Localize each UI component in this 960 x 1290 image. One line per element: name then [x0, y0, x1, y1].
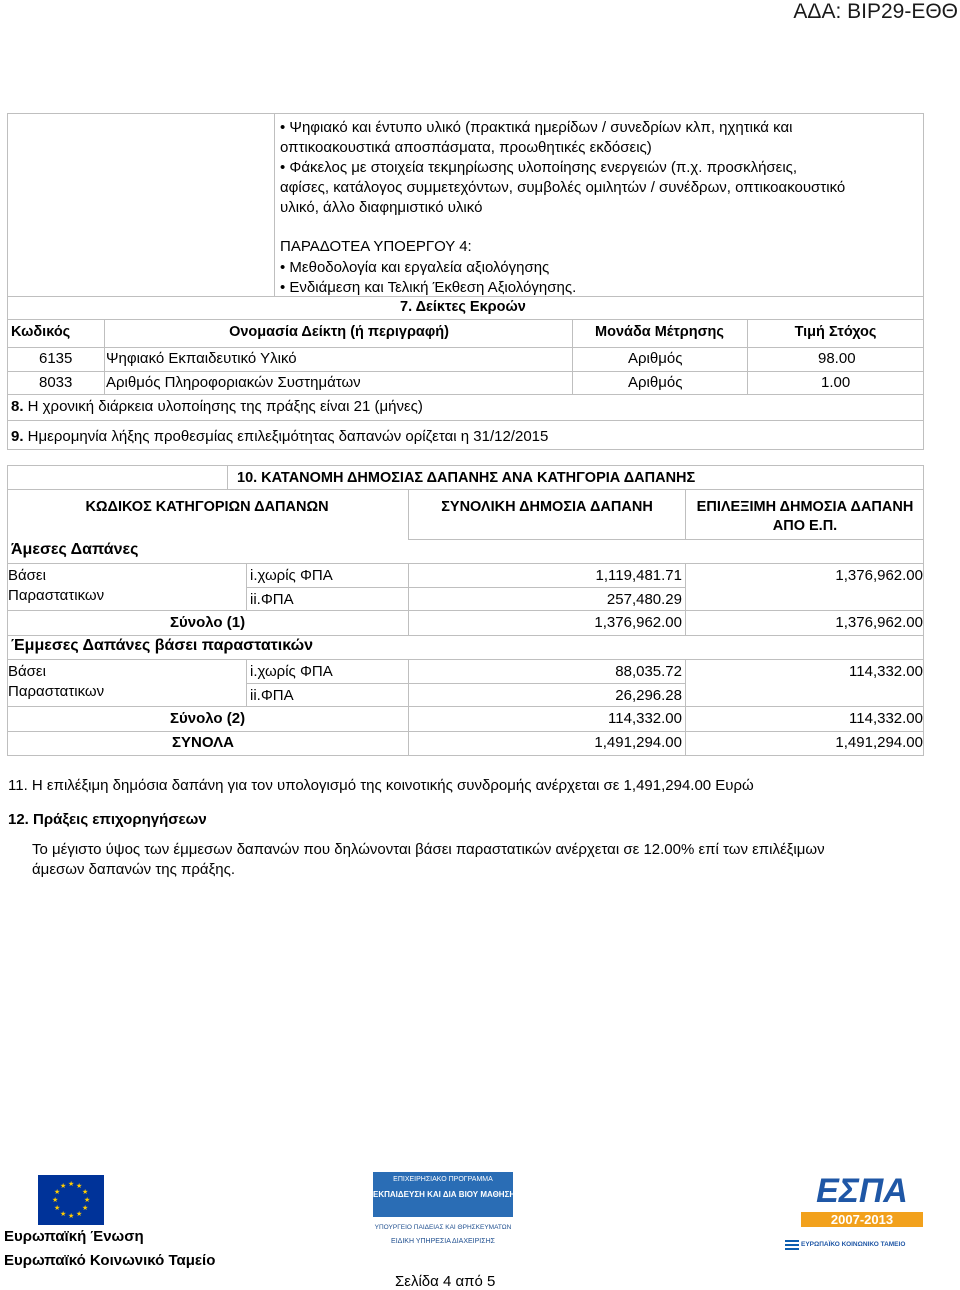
indirect-ex-vat-total: 88,035.72	[615, 663, 682, 680]
deliverable-subproject-title: ΠΑΡΑΔΟΤΕΑ ΥΠΟΕΡΓΟΥ 4:	[280, 238, 472, 255]
indicator-target: 1.00	[821, 374, 851, 391]
ministry-logo	[373, 1172, 516, 1254]
ministry-logo-line: ΕΙΔΙΚΗ ΥΠΗΡΕΣΙΑ ΔΙΑΧΕΙΡΙΣΗΣ	[391, 1238, 495, 1245]
budget-header-code: ΚΩΔΙΚΟΣ ΚΑΤΗΓΟΡΙΩΝ ΔΑΠΑΝΩΝ	[85, 499, 329, 515]
direct-ex-vat-total: 1,119,481.71	[595, 567, 682, 584]
basis-label: Βάσει	[8, 663, 46, 680]
deliverable-line: αφίσες, κατάλογος συμμετεχόντων, συμβολές ομιλητών / συνέδρων, οπτικοακουστικό	[280, 179, 846, 196]
indicators-title: 7. Δείκτες Εκροών	[400, 299, 526, 315]
grand-total: 1,491,294.00	[594, 734, 682, 751]
indicator-target: 98.00	[818, 350, 856, 367]
footer-eu-fund: Ευρωπαϊκό Κοινωνικό Ταμείο	[4, 1252, 216, 1269]
ministry-logo-line: ΥΠΟΥΡΓΕΙΟ ΠΑΙΔΕΙΑΣ ΚΑΙ ΘΡΗΣΚΕΥΜΑΤΩΝ	[374, 1224, 512, 1231]
indirect-vat-label: ii.ΦΠΑ	[250, 687, 294, 704]
deliverable-line: • Ψηφιακό και έντυπο υλικό (πρακτικά ημερίδων / συνεδρίων κλπ, ηχητικά και	[280, 119, 793, 136]
indicator-unit: Αριθμός	[628, 350, 683, 367]
sum2-label: Σύνολο (2)	[170, 710, 246, 727]
indirect-ex-vat-label: i.χωρίς ΦΠΑ	[250, 663, 333, 680]
ministry-logo-line: ΕΠΙΧΕΙΡΗΣΙΑΚΟ ΠΡΟΓΡΑΜΜΑ	[393, 1176, 493, 1183]
espa-logo-years: 2007-2013	[801, 1212, 923, 1227]
espa-logo-text: ΕΣΠΑ	[816, 1172, 908, 1210]
direct-vat-label: ii.ΦΠΑ	[250, 591, 294, 608]
budget-header-eligible-line2: ΑΠΟ Ε.Π.	[772, 518, 838, 534]
duration-line: 8. Η χρονική διάρκεια υλοποίησης της πράξης είναι 21 (μήνες)	[11, 398, 423, 415]
budget-title: 10. ΚΑΤΑΝΟΜΗ ΔΗΜΟΣΙΑΣ ΔΑΠΑΝΗΣ ΑΝΑ ΚΑΤΗΓΟΡΙΑ ΔΑΠΑΝΗΣ	[237, 470, 696, 486]
deliverable-line: υλικό, άλλο διαφημιστικό υλικό	[280, 199, 483, 216]
sum1-eligible: 1,376,962.00	[835, 614, 923, 631]
indicators-header-code: Κωδικός	[11, 324, 71, 340]
grants-text: Το μέγιστο ύψος των έμμεσων δαπανών που δηλώνονται βάσει παραστατικών ανέρχεται σε 12.00% επί των επιλέξιμων	[32, 841, 825, 858]
ada-code: ΑΔΑ: ΒΙΡ29-ΕΘΘ	[793, 0, 958, 23]
sum1-total: 1,376,962.00	[594, 614, 682, 631]
sum2-total: 114,332.00	[608, 710, 682, 727]
espa-logo-fund: ΕΥΡΩΠΑΪΚΟ ΚΟΙΝΩΝΙΚΟ ΤΑΜΕΙΟ	[801, 1241, 906, 1248]
greek-flag-icon	[785, 1240, 799, 1250]
deadline-line: 9. Ημερομηνία λήξης προθεσμίας επιλεξιμότητας δαπανών ορίζεται η 31/12/2015	[11, 428, 549, 445]
deliverable-line: • Φάκελος με στοιχεία τεκμηρίωσης υλοποίησης ενεργειών (π.χ. προσκλήσεις,	[280, 159, 798, 176]
footer-eu-union: Ευρωπαϊκή Ένωση	[4, 1228, 144, 1245]
deliverable-item: • Ενδιάμεση και Τελική Έκθεση Αξιολόγησης.	[280, 279, 577, 296]
sum2-eligible: 114,332.00	[849, 710, 923, 727]
direct-ex-vat-label: i.χωρίς ΦΠΑ	[250, 567, 333, 584]
espa-logo	[783, 1170, 923, 1270]
eligible-public-expenditure: 11. Η επιλέξιμη δημόσια δαπάνη για τον υπολογισμό της κοινοτικής συνδρομής ανέρχεται σε 1,491,294.00 Ευρώ	[8, 777, 754, 794]
indicator-name: Ψηφιακό Εκπαιδευτικό Υλικό	[106, 350, 297, 367]
direct-costs-title: Άμεσες Δαπάνες	[11, 541, 139, 558]
indicator-name: Αριθμός Πληροφοριακών Συστημάτων	[106, 374, 361, 391]
direct-vat-total: 257,480.29	[606, 591, 682, 608]
eu-flag-icon: ★ ★ ★ ★ ★ ★ ★ ★ ★ ★ ★ ★	[38, 1175, 104, 1225]
basis-label-line2: Παραστατικων	[8, 683, 105, 700]
grand-eligible: 1,491,294.00	[835, 734, 923, 751]
ministry-logo-line: ΕΚΠΑΙΔΕΥΣΗ ΚΑΙ ΔΙΑ ΒΙΟΥ ΜΑΘΗΣΗ	[373, 1190, 516, 1199]
basis-label-line2: Παραστατικων	[8, 587, 105, 604]
budget-header-total: ΣΥΝΟΛΙΚΗ ΔΗΜΟΣΙΑ ΔΑΠΑΝΗ	[441, 499, 653, 515]
indicators-header-target: Τιμή Στόχος	[794, 324, 877, 340]
basis-label: Βάσει	[8, 567, 46, 584]
page-number: Σελίδα 4 από 5	[395, 1273, 496, 1290]
indicators-header-unit: Μονάδα Μέτρησης	[595, 324, 724, 340]
deliverable-item: • Μεθοδολογία και εργαλεία αξιολόγησης	[280, 259, 550, 276]
direct-eligible: 1,376,962.00	[835, 567, 923, 584]
deliverable-line: οπτικοακουστικά αποσπάσματα, προωθητικές εκδόσεις)	[280, 139, 652, 156]
indicators-header-name: Ονομασία Δείκτη (ή περιγραφή)	[229, 324, 449, 340]
indicator-code: 8033	[39, 374, 73, 391]
indirect-eligible: 114,332.00	[849, 663, 923, 680]
budget-header-eligible: ΕΠΙΛΕΞΙΜΗ ΔΗΜΟΣΙΑ ΔΑΠΑΝΗ	[696, 499, 914, 515]
grants-text-line2: άμεσων δαπανών της πράξης.	[32, 861, 236, 878]
indicator-unit: Αριθμός	[628, 374, 683, 391]
sum1-label: Σύνολο (1)	[170, 614, 246, 631]
indirect-vat-total: 26,296.28	[615, 687, 682, 704]
indirect-costs-title: Έμμεσες Δαπάνες βάσει παραστατικών	[11, 637, 314, 654]
grand-total-label: ΣΥΝΟΛΑ	[172, 734, 234, 751]
grants-title: 12. Πράξεις επιχορηγήσεων	[8, 811, 207, 828]
indicator-code: 6135	[39, 350, 73, 367]
